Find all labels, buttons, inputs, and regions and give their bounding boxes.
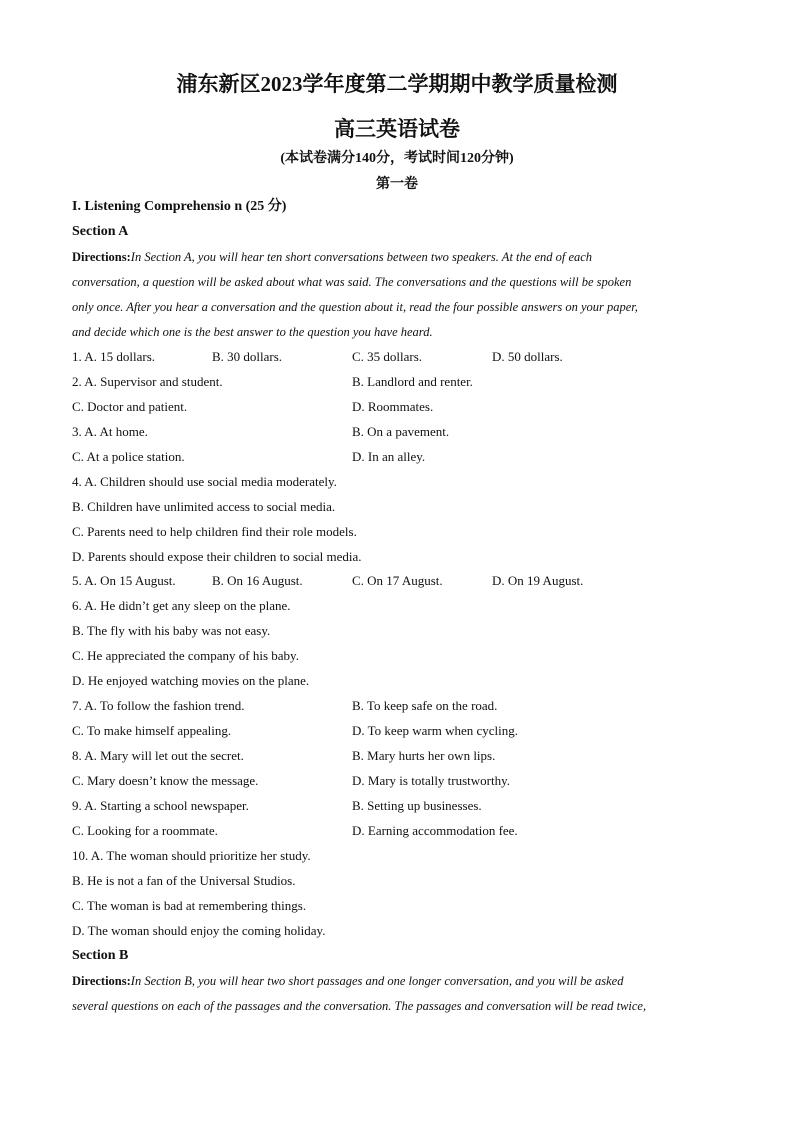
option: B. 30 dollars. [212, 349, 283, 364]
directions-label: Directions: [72, 974, 131, 988]
option: 9. A. Starting a school newspaper. [72, 798, 249, 813]
question-6-option: 6. A. He didn’t get any sleep on the plane. [72, 598, 291, 613]
option: C. On 17 August. [352, 573, 443, 588]
question-1 [72, 348, 563, 366]
section-a-heading: Section A [72, 224, 129, 239]
option: D. Mary is totally trustworthy. [352, 773, 511, 788]
option: D. On 19 August. [492, 573, 584, 588]
option: C. To make himself appealing. [72, 723, 232, 738]
question-10-option: 10. A. The woman should prioritize her study. [72, 848, 311, 863]
question-4-option: B. Children have unlimited access to social media. [72, 499, 336, 514]
part-heading: I. Listening Comprehensio n (25 分) [72, 199, 287, 214]
question-4-option: D. Parents should expose their children to social media. [72, 549, 362, 564]
directions-a-line: and decide which one is the best answer to the question you have heard. [72, 325, 433, 339]
option: 7. A. To follow the fashion trend. [72, 698, 245, 713]
option: 5. A. On 15 August. [72, 573, 176, 588]
question-10-option: C. The woman is bad at remembering things. [72, 898, 307, 913]
option: D. To keep warm when cycling. [352, 723, 518, 738]
option: D. Earning accommodation fee. [352, 823, 518, 838]
question-6-option: B. The fly with his baby was not easy. [72, 623, 271, 638]
question-6-option: C. He appreciated the company of his baby. [72, 648, 299, 663]
question-10-option: B. He is not a fan of the Universal Studios. [72, 873, 296, 888]
option: 1. A. 15 dollars. [72, 349, 156, 364]
question-9 [72, 797, 482, 815]
option: B. To keep safe on the road. [352, 698, 498, 713]
option: D. 50 dollars. [492, 349, 563, 364]
exam-title: 浦东新区2023学年度第二学期期中教学质量检测 [176, 72, 618, 96]
option: B. On 16 August. [212, 573, 303, 588]
question-8-row2 [72, 772, 511, 790]
option: B. Mary hurts her own lips. [352, 748, 496, 763]
directions-label: Directions: [72, 250, 131, 264]
directions-a-line: conversation, a question will be asked about what was said. The conversations and the questions will be spoken [72, 275, 632, 289]
option: C. At a police station. [72, 449, 185, 464]
option: C. Looking for a roommate. [72, 823, 218, 838]
question-7 [72, 697, 498, 715]
question-10-option: D. The woman should enjoy the coming holiday. [72, 923, 326, 938]
question-2 [72, 373, 473, 391]
option: B. On a pavement. [352, 424, 450, 439]
exam-subtitle: 高三英语试卷 [334, 117, 460, 141]
question-2-row2 [72, 398, 434, 416]
question-9-row2 [72, 822, 518, 840]
option: B. Landlord and renter. [352, 374, 473, 389]
option: D. In an alley. [352, 449, 426, 464]
option: B. Setting up businesses. [352, 798, 482, 813]
section-b-heading: Section B [72, 948, 129, 963]
option: D. Roommates. [352, 399, 434, 414]
question-8 [72, 747, 496, 765]
option: 8. A. Mary will let out the secret. [72, 748, 244, 763]
volume-label: 第一卷 [376, 177, 418, 192]
question-5 [72, 572, 584, 590]
question-3 [72, 423, 450, 441]
question-6-option: D. He enjoyed watching movies on the plane. [72, 673, 310, 688]
exam-note: (本试卷满分140分，考试时间120分钟) [280, 151, 514, 166]
question-7-row2 [72, 722, 518, 740]
directions-b-line: several questions on each of the passages and the conversation. The passages and conversation will be read twice, [72, 999, 647, 1013]
question-4-option: C. Parents need to help children find their role models. [72, 524, 357, 539]
option: C. Doctor and patient. [72, 399, 188, 414]
question-4-option: 4. A. Children should use social media moderately. [72, 474, 337, 489]
directions-a-line: only once. After you hear a conversation and the question about it, read the four possible answers on your paper, [72, 300, 638, 314]
directions-a-line: Directions:In Section A, you will hear ten short conversations between two speakers. At the end of each [72, 250, 593, 264]
option: C. Mary doesn’t know the message. [72, 773, 259, 788]
directions-b-line: Directions:In Section B, you will hear two short passages and one longer conversation, and you will be asked [72, 974, 624, 988]
question-3-row2 [72, 448, 426, 466]
option: C. 35 dollars. [352, 349, 423, 364]
option: 2. A. Supervisor and student. [72, 374, 223, 389]
option: 3. A. At home. [72, 424, 148, 439]
